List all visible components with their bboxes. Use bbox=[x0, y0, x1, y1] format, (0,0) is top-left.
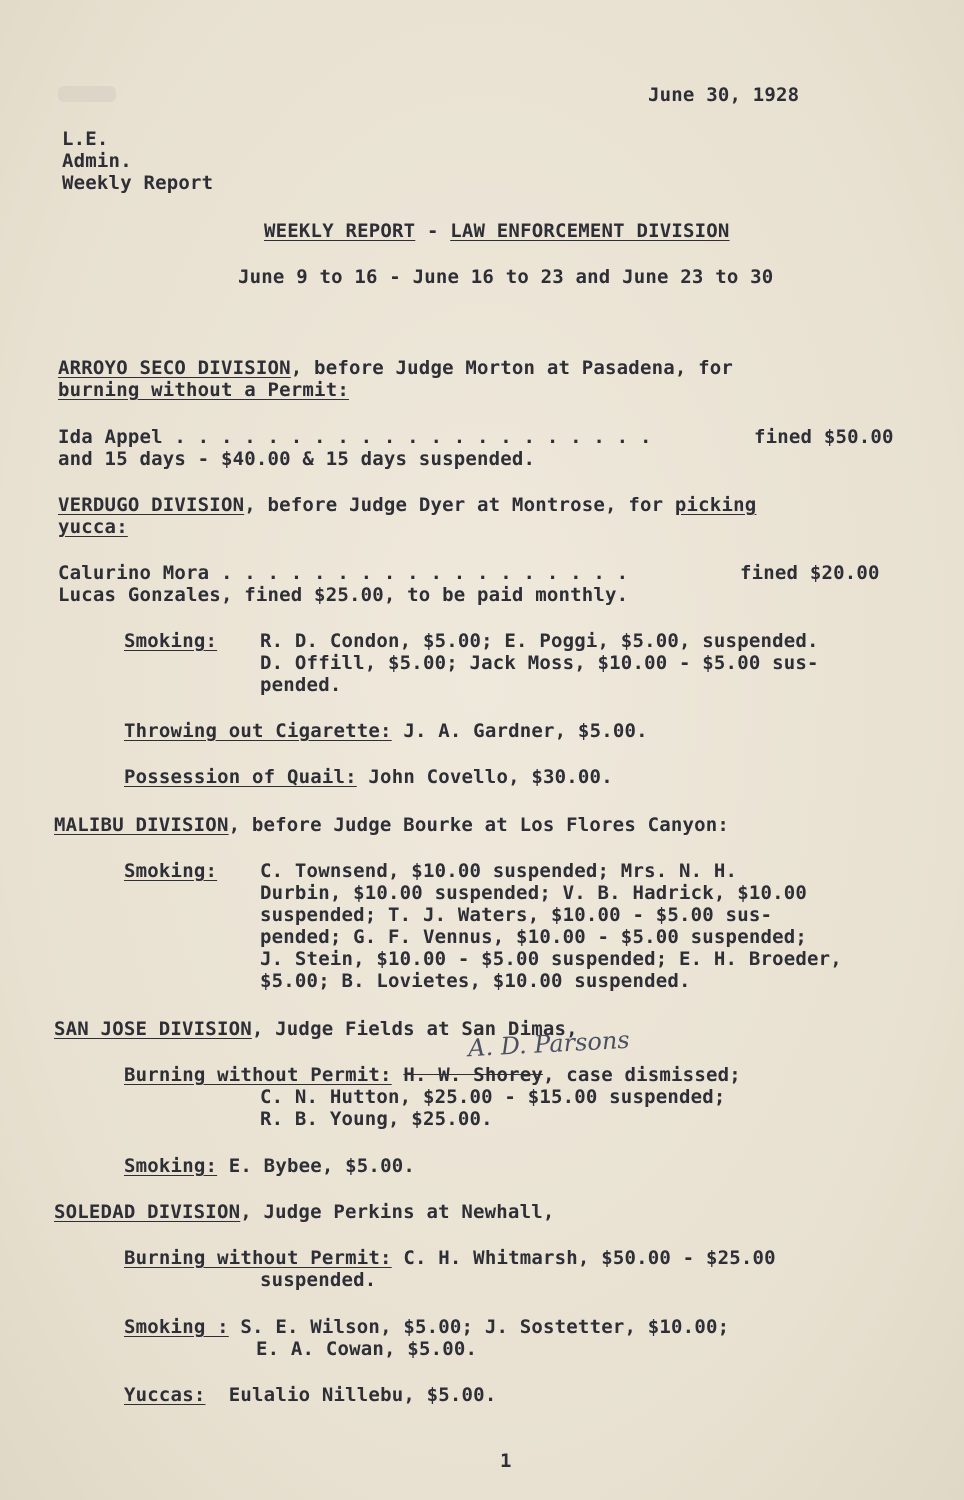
sanjose-burning-line-2: C. N. Hutton, $25.00 - $15.00 suspended; bbox=[260, 1086, 726, 1108]
file-ref-line-3: Weekly Report bbox=[62, 172, 214, 194]
soledad-smoking-entry bbox=[124, 1316, 729, 1338]
soledad-heading bbox=[54, 1201, 555, 1223]
soledad-smoking-line-2: E. A. Cowan, $5.00. bbox=[256, 1338, 478, 1360]
sanjose-burning-label: Burning without Permit: bbox=[124, 1064, 392, 1086]
cigarette-text: J. A. Gardner, $5.00. bbox=[391, 720, 648, 742]
sanjose-smoking-entry bbox=[124, 1155, 415, 1177]
soledad-division-name: SOLEDAD DIVISION bbox=[54, 1201, 241, 1223]
file-ref-line-2: Admin. bbox=[62, 150, 132, 172]
report-date: June 30, 1928 bbox=[648, 84, 800, 106]
soledad-yucca-text: Eulalio Nillebu, $5.00. bbox=[205, 1384, 497, 1406]
sanjose-smoking-label: Smoking: bbox=[124, 1155, 218, 1177]
arroyo-entry-fine: fined $50.00 bbox=[754, 426, 894, 448]
malibu-smoking-label: Smoking: bbox=[124, 860, 218, 882]
arroyo-heading bbox=[58, 357, 733, 379]
file-ref-line-1: L.E. bbox=[62, 128, 109, 150]
quail-label: Possession of Quail: bbox=[124, 766, 357, 788]
malibu-line-4: pended; G. F. Vennus, $10.00 - $5.00 suspended; bbox=[260, 926, 808, 948]
page-number: 1 bbox=[500, 1450, 512, 1472]
sanjose-burning-line-3: R. B. Young, $25.00. bbox=[260, 1108, 493, 1130]
malibu-line-6: $5.00; B. Lovietes, $10.00 suspended. bbox=[260, 970, 691, 992]
soledad-burning-entry bbox=[124, 1247, 776, 1269]
malibu-division-name: MALIBU DIVISION bbox=[54, 814, 229, 836]
verdugo-offense-2: yucca: bbox=[58, 516, 128, 538]
title-part-2: LAW ENFORCEMENT DIVISION bbox=[450, 220, 730, 242]
title-part-1: WEEKLY REPORT bbox=[264, 220, 416, 242]
soledad-smoking-label: Smoking : bbox=[124, 1316, 229, 1338]
soledad-burning-label: Burning without Permit: bbox=[124, 1247, 392, 1269]
verdugo-smoking-line-3: pended. bbox=[260, 674, 342, 696]
sanjose-burning-rest: , case dismissed; bbox=[543, 1064, 741, 1086]
soledad-heading-rest: , Judge Perkins at Newhall, bbox=[240, 1201, 555, 1223]
soledad-yucca-label: Yuccas: bbox=[124, 1384, 206, 1406]
verdugo-entry-name: Calurino Mora . . . . . . . . . . . . . . . . . . bbox=[58, 562, 629, 584]
struck-name: H. W. Shorey bbox=[403, 1064, 544, 1086]
verdugo-cigarette-entry bbox=[124, 720, 648, 742]
handwritten-signature: A. D. Parsons bbox=[467, 1025, 631, 1063]
arroyo-entry-detail: and 15 days - $40.00 & 15 days suspended. bbox=[58, 448, 536, 470]
sanjose-smoking-text: E. Bybee, $5.00. bbox=[217, 1155, 415, 1177]
cigarette-label: Throwing out Cigarette: bbox=[124, 720, 392, 742]
verdugo-smoking-label: Smoking: bbox=[124, 630, 218, 652]
verdugo-division-name: VERDUGO DIVISION bbox=[58, 494, 245, 516]
malibu-line-2: Durbin, $10.00 suspended; V. B. Hadrick, $10.00 bbox=[260, 882, 808, 904]
arroyo-division-name: ARROYO SECO DIVISION bbox=[58, 357, 291, 379]
report-date-range: June 9 to 16 - June 16 to 23 and June 23 to 30 bbox=[238, 266, 774, 288]
soledad-burning-text: C. H. Whitmarsh, $50.00 - $25.00 bbox=[391, 1247, 776, 1269]
report-title bbox=[264, 220, 730, 242]
sanjose-heading-rest: , Judge Fields at San Dimas, bbox=[251, 1018, 578, 1040]
verdugo-heading bbox=[58, 494, 756, 516]
soledad-smoking-text: S. E. Wilson, $5.00; J. Sostetter, $10.00; bbox=[228, 1316, 730, 1338]
malibu-heading-rest: , before Judge Bourke at Los Flores Canyon: bbox=[228, 814, 730, 836]
title-dash: - bbox=[415, 220, 451, 242]
malibu-line-3: suspended; T. J. Waters, $10.00 - $5.00 sus- bbox=[260, 904, 773, 926]
malibu-line-1: C. Townsend, $10.00 suspended; Mrs. N. H. bbox=[260, 860, 738, 882]
malibu-line-5: J. Stein, $10.00 - $5.00 suspended; E. H. Broeder, bbox=[260, 948, 842, 970]
soledad-yucca-entry bbox=[124, 1384, 496, 1406]
arroyo-heading-rest: , before Judge Morton at Pasadena, for bbox=[290, 357, 734, 379]
arroyo-entry-name: Ida Appel . . . . . . . . . . . . . . . . . . . . . bbox=[58, 426, 652, 448]
verdugo-smoking-line-2: D. Offill, $5.00; Jack Moss, $10.00 - $5.00 sus- bbox=[260, 652, 819, 674]
verdugo-smoking-line-1: R. D. Condon, $5.00; E. Poggi, $5.00, suspended. bbox=[260, 630, 819, 652]
verdugo-heading-rest: , before Judge Dyer at Montrose, for bbox=[244, 494, 675, 516]
malibu-heading bbox=[54, 814, 729, 836]
verdugo-entry-fine: fined $20.00 bbox=[740, 562, 880, 584]
verdugo-quail-entry bbox=[124, 766, 613, 788]
quail-text: John Covello, $30.00. bbox=[356, 766, 613, 788]
verdugo-offense-1: picking bbox=[674, 494, 757, 516]
sanjose-division-name: SAN JOSE DIVISION bbox=[54, 1018, 252, 1040]
ink-smudge bbox=[58, 86, 116, 102]
arroyo-offense: burning without a Permit: bbox=[58, 379, 349, 401]
verdugo-entry-2: Lucas Gonzales, fined $25.00, to be paid monthly. bbox=[58, 584, 629, 606]
soledad-burning-line-2: suspended. bbox=[260, 1269, 377, 1291]
sanjose-burning-entry bbox=[124, 1064, 741, 1086]
